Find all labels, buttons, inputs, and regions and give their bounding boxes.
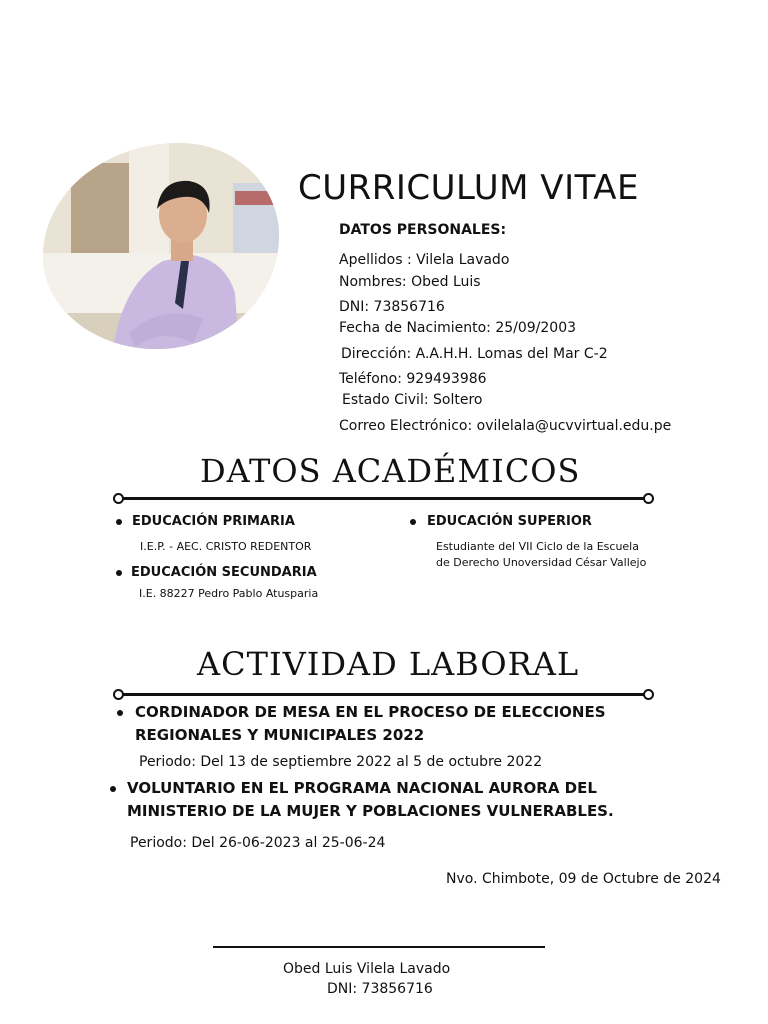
job-2-title-line-2: MINISTERIO DE LA MUJER Y POBLACIONES VULNERABLES. <box>127 802 614 820</box>
work-divider-right-node <box>643 689 654 700</box>
place-date: Nvo. Chimbote, 09 de Octubre de 2024 <box>446 871 721 887</box>
academic-section-title: DATOS ACADÉMICOS <box>200 452 581 490</box>
job-1-title-line-1: CORDINADOR DE MESA EN EL PROCESO DE ELECCIONES <box>135 703 606 721</box>
academic-divider-left-node <box>113 493 124 504</box>
job-1-period: Periodo: Del 13 de septiembre 2022 al 5 de octubre 2022 <box>139 754 543 770</box>
education-primary-heading: EDUCACIÓN PRIMARIA <box>132 514 295 529</box>
profile-photo-illustration <box>43 143 279 349</box>
personal-line-names: Nombres: Obed Luis <box>339 274 481 290</box>
education-secondary-heading: EDUCACIÓN SECUNDARIA <box>131 565 317 580</box>
academic-divider <box>120 497 648 500</box>
page-title: CURRICULUM VITAE <box>298 168 639 208</box>
bullet-higher <box>410 519 416 525</box>
education-higher-detail-1: Estudiante del VII Ciclo de la Escuela <box>436 540 639 553</box>
work-divider-left-node <box>113 689 124 700</box>
job-1-title-line-2: REGIONALES Y MUNICIPALES 2022 <box>135 726 425 744</box>
personal-line-address: Dirección: A.A.H.H. Lomas del Mar C-2 <box>341 346 608 362</box>
education-secondary-detail: I.E. 88227 Pedro Pablo Atusparia <box>139 587 319 600</box>
signature-line <box>213 946 545 948</box>
education-higher-detail-2: de Derecho Unoversidad César Vallejo <box>436 556 647 569</box>
bullet-job-2 <box>110 786 116 792</box>
work-section-title: ACTIVIDAD LABORAL <box>197 645 580 683</box>
job-1-title <box>135 701 606 747</box>
academic-divider-right-node <box>643 493 654 504</box>
bullet-job-1 <box>117 710 123 716</box>
bullet-secondary <box>116 570 122 576</box>
personal-line-email: Correo Electrónico: ovilelala@ucvvirtual.edu.pe <box>339 418 672 434</box>
job-2-period: Periodo: Del 26-06-2023 al 25-06-24 <box>130 835 386 851</box>
job-2-title <box>127 777 614 823</box>
signature-dni: DNI: 73856716 <box>327 981 433 997</box>
work-divider <box>120 693 648 696</box>
personal-line-surname: Apellidos : Vilela Lavado <box>339 252 510 268</box>
personal-line-civil-status: Estado Civil: Soltero <box>342 392 483 408</box>
bullet-primary <box>116 519 122 525</box>
education-higher-heading: EDUCACIÓN SUPERIOR <box>427 514 592 529</box>
personal-line-phone: Teléfono: 929493986 <box>339 371 487 387</box>
profile-photo <box>43 143 279 349</box>
signature-name: Obed Luis Vilela Lavado <box>283 961 451 977</box>
education-primary-detail: I.E.P. - AEC. CRISTO REDENTOR <box>140 540 312 553</box>
personal-line-birthdate: Fecha de Nacimiento: 25/09/2003 <box>339 320 577 336</box>
personal-data-heading: DATOS PERSONALES: <box>339 222 507 238</box>
job-2-title-line-1: VOLUNTARIO EN EL PROGRAMA NACIONAL AURORA DEL <box>127 779 597 797</box>
personal-line-dni: DNI: 73856716 <box>339 299 445 315</box>
